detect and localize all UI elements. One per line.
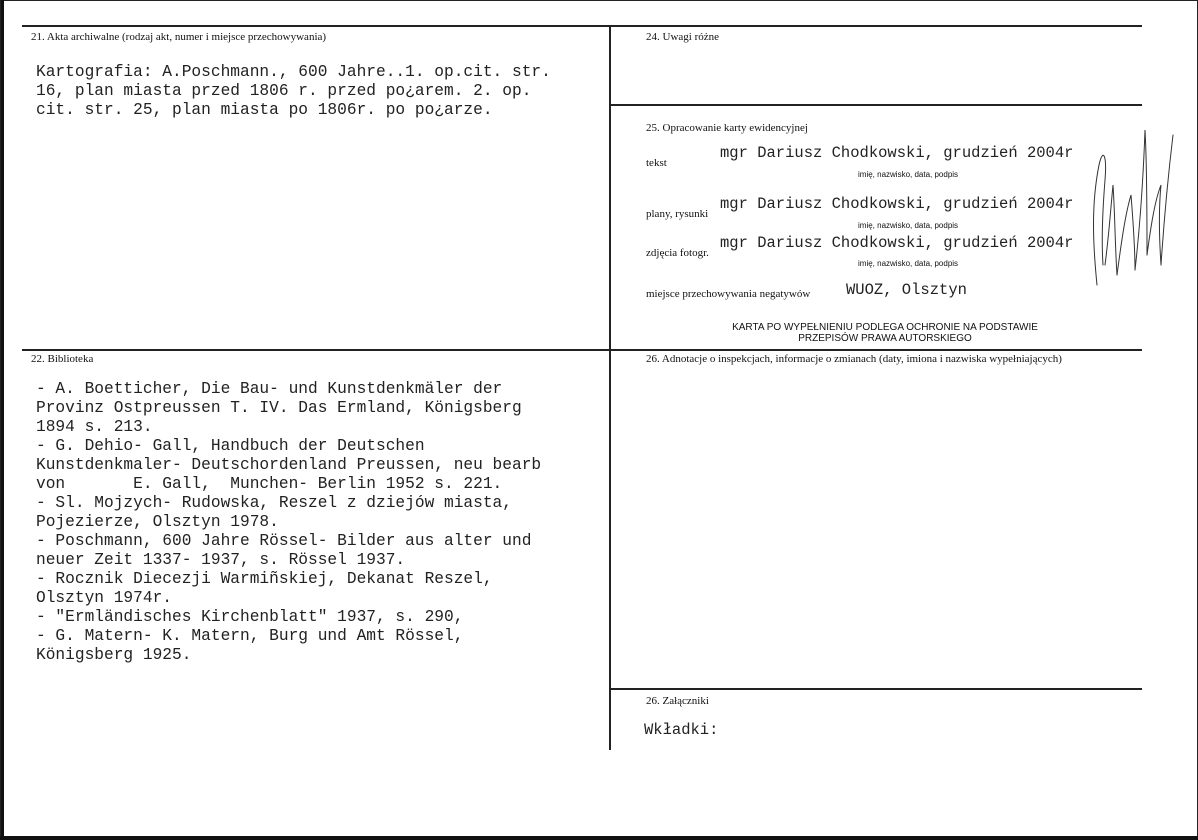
row-plans-label: plany, rysunki <box>646 208 709 220</box>
biblio-line-10: neuer Zeit 1337- 1937, s. Rössel 1937. <box>36 551 406 569</box>
archive-line-2: 16, plan miasta przed 1806 r. przed po¿arem. 2. op. <box>36 82 532 100</box>
biblio-line-1: - A. Boetticher, Die Bau- und Kunstdenkmäler der <box>36 380 503 398</box>
negatives-value: WUOZ, Olsztyn <box>846 281 967 299</box>
row-text-hint: imię, nazwisko, data, podpis <box>858 170 959 179</box>
row-photos-label: zdjęcia fotogr. <box>646 247 709 259</box>
row-photos-value: mgr Dariusz Chodkowski, grudzień 2004r <box>720 234 1074 252</box>
attachments-value: Wkładki: <box>644 721 719 739</box>
archive-line-1: Kartografia: A.Poschmann., 600 Jahre..1. op.cit. str. <box>36 63 551 81</box>
rule-26-attachments <box>609 688 1142 690</box>
rule-24-25 <box>609 104 1142 106</box>
biblio-line-13: - "Ermländisches Kirchenblatt" 1937, s. 290, <box>36 608 464 626</box>
biblio-line-14: - G. Matern- K. Matern, Burg und Amt Rössel, <box>36 627 464 645</box>
archive-line-3: cit. str. 25, plan miasta po 1806r. po po¿arze. <box>36 101 493 119</box>
row-text-value: mgr Dariusz Chodkowski, grudzień 2004r <box>720 144 1074 162</box>
biblio-line-5: Kunstdenkmaler- Deutschordenland Preussen, neu bearb <box>36 456 542 474</box>
middle-rule <box>22 349 1142 351</box>
biblio-line-2: Provinz Ostpreussen T. IV. Das Ermland, Königsberg <box>36 399 522 417</box>
scan-edge-left <box>1 0 4 840</box>
row-photos-hint: imię, nazwisko, data, podpis <box>858 259 959 268</box>
section-25-title: 25. Opracowanie karty ewidencyjnej <box>646 122 808 134</box>
section-22-title: 22. Biblioteka <box>31 353 94 365</box>
copyright-notice-line-1: KARTA PO WYPEŁNIENIU PODLEGA OCHRONIE NA PODSTAWIE <box>732 322 1038 333</box>
biblio-line-7: - Sl. Mojzych- Rudowska, Reszel z dziejów miasta, <box>36 494 512 512</box>
biblio-line-11: - Rocznik Diecezji Warmiñskiej, Dekanat Reszel, <box>36 570 493 588</box>
section-26-attachments-title: 26. Załączniki <box>646 695 709 707</box>
biblio-line-6: von E. Gall, Munchen- Berlin 1952 s. 221. <box>36 475 503 493</box>
scan-edge-bottom <box>0 836 1198 840</box>
biblio-line-9: - Poschmann, 600 Jahre Rössel- Bilder aus alter und <box>36 532 532 550</box>
biblio-line-3: 1894 s. 213. <box>36 418 153 436</box>
copyright-notice <box>680 322 1090 344</box>
row-text-label: tekst <box>646 157 667 169</box>
biblio-line-15: Königsberg 1925. <box>36 646 192 664</box>
biblio-line-4: - G. Dehio- Gall, Handbuch der Deutschen <box>36 437 425 455</box>
biblio-line-12: Olsztyn 1974r. <box>36 589 172 607</box>
row-plans-hint: imię, nazwisko, data, podpis <box>858 221 959 230</box>
negatives-label: miejsce przechowywania negatywów <box>646 288 811 300</box>
row-plans-value: mgr Dariusz Chodkowski, grudzień 2004r <box>720 195 1074 213</box>
biblio-line-8: Pojezierze, Olsztyn 1978. <box>36 513 279 531</box>
section-26-annotations-title: 26. Adnotacje o inspekcjach, informacje o zmianach (daty, imiona i nazwiska wypełniających) <box>646 353 1062 365</box>
top-rule <box>22 25 1142 27</box>
copyright-notice-line-2: PRZEPISÓW PRAWA AUTORSKIEGO <box>798 333 972 344</box>
center-divider <box>609 25 611 750</box>
section-21-title: 21. Akta archiwalne (rodzaj akt, numer i miejsce przechowywania) <box>31 31 327 43</box>
section-24-title: 24. Uwagi różne <box>646 31 720 43</box>
handwritten-signature <box>1085 125 1175 295</box>
